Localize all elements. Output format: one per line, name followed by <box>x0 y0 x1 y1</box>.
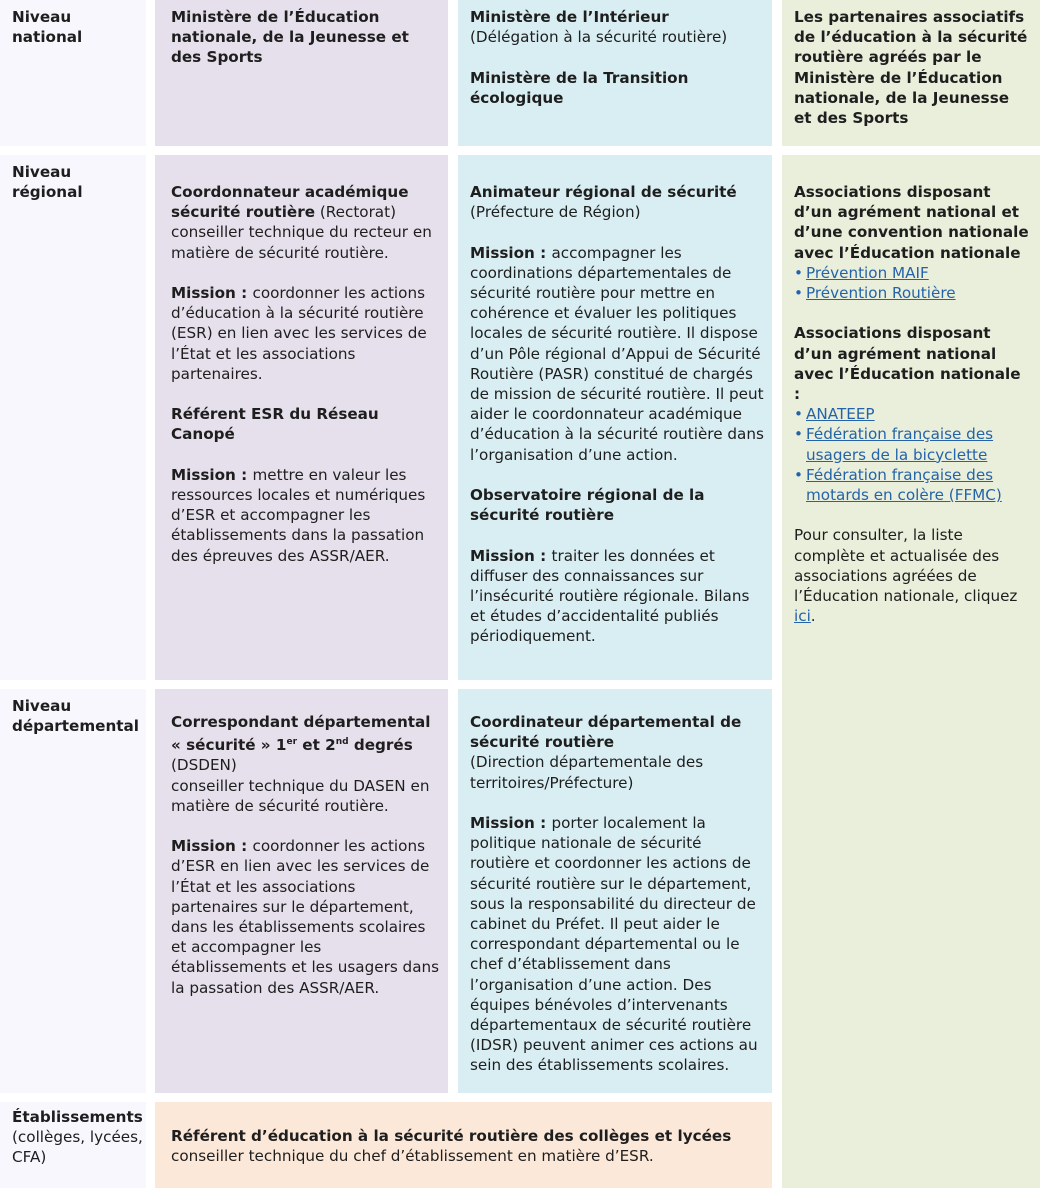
regional-coordonnateur-block <box>171 182 440 263</box>
regional-animateur-sub: (Préfecture de Région) <box>470 203 641 222</box>
label-departemental-line2: départemental <box>12 717 139 736</box>
departemental-correspondant-sub: (DSDEN) <box>171 756 237 775</box>
link-ffmc[interactable]: Fédération française des motards en colère (FFMC) <box>806 465 1002 505</box>
departemental-correspondant-mission <box>171 836 440 998</box>
associations-cell <box>782 155 1040 1188</box>
mission-text: coordonner les actions d’éducation à la sécurité routière (ESR) en lien avec les services de l’État et les associations partenaires. <box>171 284 427 383</box>
regional-animateur-mission <box>470 243 764 465</box>
departemental-correspondant-title-1: Correspondant départemental <box>171 713 431 731</box>
regional-observatoire-title: Observatoire régional de la sécurité routière <box>470 486 705 525</box>
regional-interieur-cell <box>458 155 772 680</box>
title-sup: nd <box>335 737 349 748</box>
link-prevention-routiere[interactable]: Prévention Routière <box>806 284 956 303</box>
regional-canope-title: Référent ESR du Réseau Canopé <box>171 405 379 444</box>
label-regional-line1: Niveau <box>12 163 72 181</box>
regional-coordonnateur-suffix: (Rectorat) <box>315 203 396 222</box>
title-part: degrés <box>348 736 413 755</box>
link-anateep[interactable]: ANATEEP <box>806 405 875 424</box>
label-etablissements-sub2: CFA) <box>12 1148 47 1167</box>
label-etablissements-title: Établissements <box>12 1108 143 1126</box>
etablissements-referent-title: Référent d’éducation à la sécurité routière des collèges et lycées <box>171 1127 732 1145</box>
national-interieur-title: Ministère de l’Intérieur <box>470 8 669 26</box>
etablissements-cell <box>155 1102 772 1188</box>
mission-text: traiter les données et diffuser des connaissances sur l’insécurité routière régionale. Bilans et études d’accidentalité publiés périodiquement. <box>470 546 750 646</box>
list-item <box>794 424 1030 464</box>
title-part: « sécurité » 1 <box>171 736 287 755</box>
mission-text: mettre en valeur les ressources locales et numériques d’ESR et accompagner les établissements dans la passation des épreuves des ASSR/AER. <box>171 465 426 565</box>
departemental-interieur-cell <box>458 689 772 1093</box>
regional-coordonnateur-desc: conseiller technique du recteur en matière de sécurité routière. <box>171 223 432 262</box>
associations-note-end: . <box>810 607 816 626</box>
label-regional <box>0 155 146 680</box>
regional-animateur-title: Animateur régional de sécurité <box>470 183 737 201</box>
departemental-education-cell <box>155 689 448 1093</box>
regional-canope-mission <box>171 465 440 566</box>
mission-text: coordonner les actions d’ESR en lien avec les services de l’État et les associations partenaires sur le département, dans les établissements scolaires et accompagner les établissements et les usagers dans la passation des ASSR/AER. <box>171 837 440 997</box>
national-transition-title: Ministère de la Transition écologique <box>470 68 689 107</box>
departemental-coordinateur-title: Coordinateur départemental de sécurité routière <box>470 713 742 752</box>
mission-label: Mission : <box>470 243 552 262</box>
link-fub[interactable]: Fédération française des usagers de la bicyclette <box>806 425 994 464</box>
etablissements-referent-desc: conseiller technique du chef d’établissement en matière d’ESR. <box>171 1147 654 1166</box>
departemental-coordinateur-sub: (Direction départementale des territoires/Préfecture) <box>470 753 704 792</box>
regional-observatoire-mission <box>470 546 764 647</box>
national-education-title: Ministère de l’Éducation nationale, de la Jeunesse et des Sports <box>171 8 409 67</box>
mission-label: Mission : <box>470 814 552 832</box>
label-regional-line2: régional <box>12 183 83 202</box>
regional-coordonnateur-title: Coordonnateur académique sécurité routière <box>171 183 409 222</box>
national-interieur-cell <box>458 0 772 146</box>
link-ici[interactable]: ici <box>794 607 811 626</box>
national-education-cell <box>155 0 448 146</box>
national-partners-cell <box>782 0 1040 146</box>
associations-list-2 <box>794 404 1030 505</box>
label-national <box>0 0 146 146</box>
mission-label: Mission : <box>470 546 552 565</box>
national-partners-title: Les partenaires associatifs de l’éducation à la sécurité routière agréés par le Ministère de l’Éducation nationale, de la Jeunesse et des Sports <box>794 8 1028 128</box>
title-part: et 2 <box>297 736 336 755</box>
mission-text: porter localement la politique nationale de sécurité routière et coordonner les actions de sécurité routière sur le département, sous la responsabilité du directeur de cabinet du Préfet. Il peut aider le correspondant départemental ou le chef d’établissement dans l’organisation d’une action. Des équipes bénévoles d’intervenants départementaux de sécurité routière (IDSR) peuvent animer ces actions au sein des établissements scolaires. <box>470 814 758 1075</box>
list-item <box>794 404 1030 424</box>
mission-label: Mission : <box>171 837 253 856</box>
label-national-line1: Niveau <box>12 8 72 26</box>
list-item <box>794 283 1030 303</box>
label-departemental <box>0 689 146 1093</box>
associations-list-1 <box>794 263 1030 303</box>
regional-education-cell <box>155 155 448 680</box>
associations-heading-2: Associations disposant d’un agrément national avec l’Éducation nationale : <box>794 324 1021 404</box>
mission-text: accompagner les coordinations départementales de sécurité routière pour mettre en cohérence et évaluer les politiques locales de sécurité routière. Il dispose d’un Pôle régional d’Appui de Sécurité Routière (PASR) constitué de chargés de mission de sécurité routière. Il peut aider le coordonnateur académique d’éducation à la sécurité routière dans l’organisation d’une action. <box>470 243 764 464</box>
national-interieur-sub: (Délégation à la sécurité routière) <box>470 28 728 47</box>
label-etablissements <box>0 1102 146 1188</box>
title-sup: er <box>286 737 298 748</box>
mission-label: Mission : <box>171 465 253 484</box>
regional-coordonnateur-mission <box>171 283 440 384</box>
departemental-correspondant-title-2 <box>171 732 440 755</box>
list-item <box>794 263 1030 283</box>
list-item <box>794 465 1030 505</box>
link-prevention-maif[interactable]: Prévention MAIF <box>806 263 929 282</box>
associations-heading-1: Associations disposant d’un agrément national et d’une convention nationale avec l’Éducation nationale <box>794 183 1029 262</box>
mission-label: Mission : <box>171 284 253 302</box>
label-departemental-line1: Niveau <box>12 697 72 715</box>
departemental-correspondant-desc: conseiller technique du DASEN en matière de sécurité routière. <box>171 776 430 815</box>
associations-note-text: Pour consulter, la liste complète et actualisée des associations agréées de l’Éducation nationale, cliquez <box>794 526 1018 606</box>
departemental-coordinateur-mission <box>470 813 764 1076</box>
label-etablissements-sub1: (collèges, lycées, <box>12 1128 143 1147</box>
associations-note <box>794 525 1030 626</box>
label-national-line2: national <box>12 28 83 47</box>
